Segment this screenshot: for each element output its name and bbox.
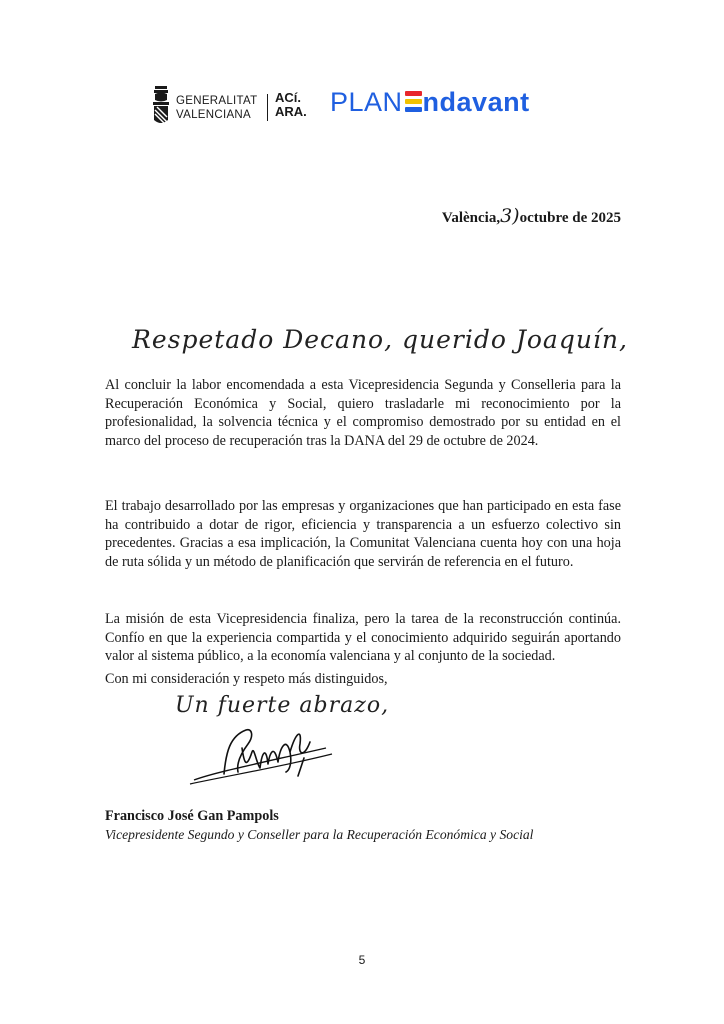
handwritten-farewell: Un fuerte abrazo, bbox=[175, 693, 390, 718]
generalitat-wordmark bbox=[176, 94, 257, 122]
closing-line: Con mi consideración y respeto más distinguidos, bbox=[105, 671, 388, 687]
aci-ara-logo bbox=[275, 91, 307, 119]
signer-title: Vicepresidente Segundo y Conseller para la Recuperación Económica y Social bbox=[105, 827, 534, 842]
letter-date bbox=[442, 205, 621, 227]
date-rest: octubre de 2025 bbox=[519, 210, 621, 226]
page-number: 5 bbox=[358, 953, 366, 967]
signature-scribble bbox=[186, 722, 336, 788]
plan-endavant-logo bbox=[330, 87, 530, 118]
logo-divider bbox=[267, 94, 268, 121]
date-place: València, bbox=[441, 210, 501, 226]
ara-line: ARA. bbox=[275, 104, 307, 119]
generalitat-line-2: VALENCIANA bbox=[176, 109, 252, 121]
generalitat-line-1: GENERALITAT bbox=[176, 95, 258, 107]
plan-e-bars-icon bbox=[405, 91, 422, 112]
date-day-handwritten: 3) bbox=[500, 205, 520, 227]
body-paragraph-3: La misión de esta Vicepresidencia finaliza, pero la tarea de la reconstrucción continúa. Confío en que la experiencia compartida y el conocimiento adquirido seguirán aportando valor al sistema público, a la economía valenciana y al conjunto de la sociedad. bbox=[105, 611, 621, 665]
body-paragraph-2: El trabajo desarrollado por las empresas y organizaciones que han participado en esta fase ha contribuido a dotar de rigor, eficiencia y transparencia a un esfuerzo colectivo sin precedentes. Gracias a esa implicación, la Comunitat Valenciana cuenta hoy con una hoja de ruta sólida y un método de planificación que servirán de referencia en el futuro. bbox=[105, 498, 621, 570]
handwritten-salutation: Respetado Decano, querido Joaquín, bbox=[132, 325, 628, 354]
body-paragraph-1: Al concluir la labor encomendada a esta Vicepresidencia Segunda y Conselleria para la Recuperación Económica y Social, quiero trasladarle mi reconocimiento por la profesionalidad, la solvencia técnica y el compromiso demostrado por su entidad en el marco del proceso de recuperación tras la DANA del 29 de octubre de 2024. bbox=[105, 377, 621, 449]
plan-suffix: ndavant bbox=[422, 87, 530, 117]
plan-prefix: PLAN bbox=[330, 87, 403, 117]
aci-line: ACí. bbox=[275, 90, 301, 105]
signer-name: Francisco José Gan Pampols bbox=[105, 808, 279, 824]
